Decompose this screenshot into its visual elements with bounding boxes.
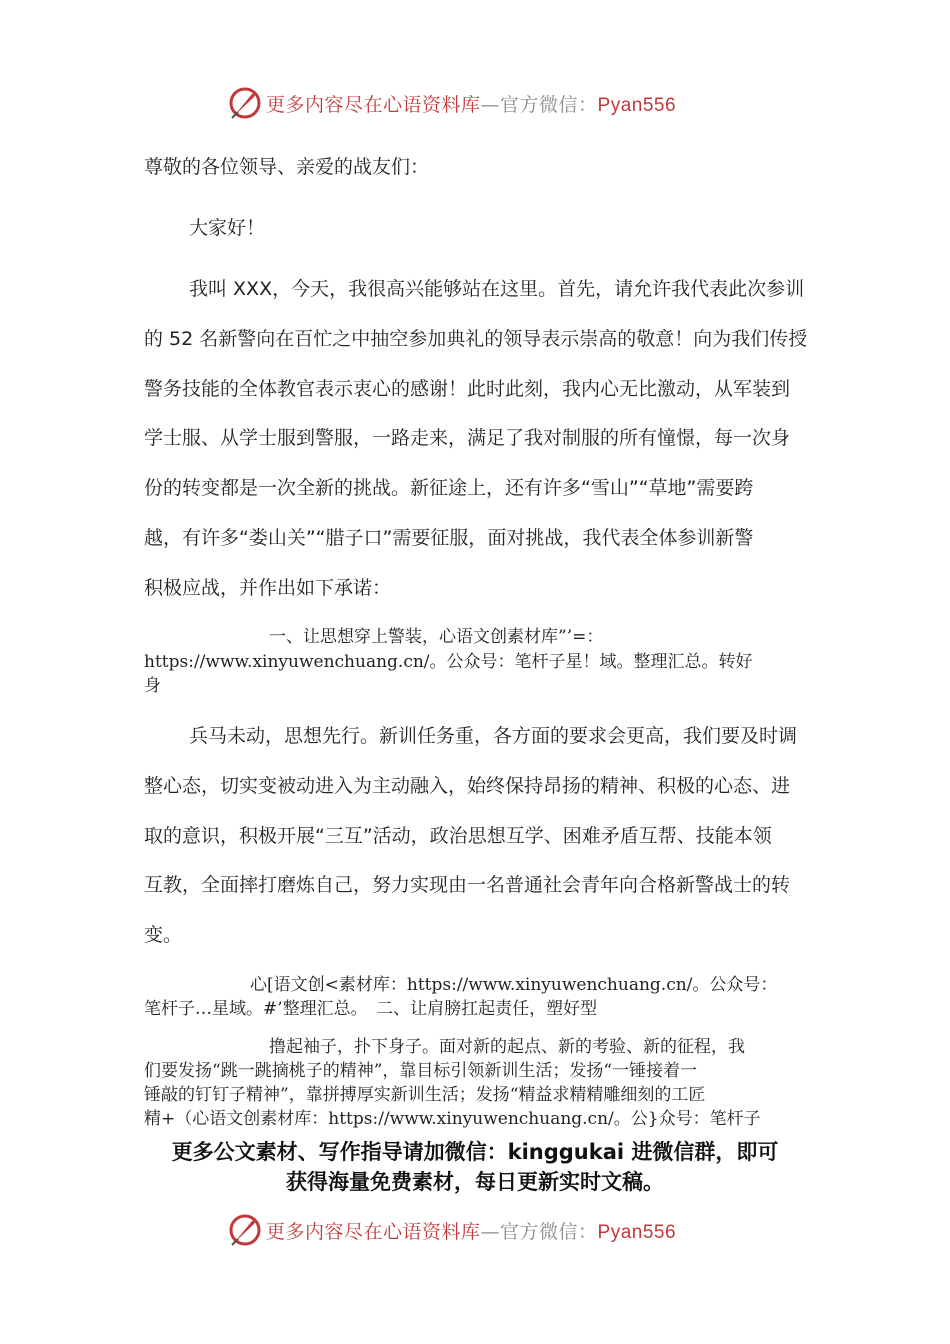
s1-line: 一、让思想穿上警装，心语文创素材库”’=：	[269, 627, 604, 647]
p1-line: 学士服、从学士服到警服，一路走来，满足了我对制服的所有憧憬，每一次身	[144, 427, 791, 449]
banner-prefix: 更多内容尽在心语资料库	[266, 94, 481, 116]
p2-line: 取的意识，积极开展“三互”活动，政治思想互学、困难矛盾互帮、技能本领	[144, 825, 772, 847]
p2-line: 互教，全面摔打磨炼自己，努力实现由一名普通社会青年向合格新警战士的转	[144, 874, 791, 896]
p1-line: 积极应战，并作出如下承诺：	[144, 577, 392, 599]
p3-line: 锤敲的钉钉子精神”，靠拼搏厚实新训生活；发扬“精益求精精雕细刻的工匠	[144, 1085, 706, 1105]
banner-prefix: 更多内容尽在心语资料库	[266, 1221, 481, 1243]
top-banner	[0, 84, 950, 124]
p2-line: 整心态，切实变被动进入为主动融入，始终保持昂扬的精神、积极的心态、进	[144, 775, 791, 797]
p3-line: 们要发扬“跳一跳摘桃子的精神”，靠目标引领新训生活；发扬“一锤接着一	[144, 1061, 698, 1081]
banner-text	[266, 1217, 676, 1244]
banner-wechat-id: Pyan556	[597, 95, 677, 116]
p1-line: 警务技能的全体教官表示衷心的感谢！此时此刻，我内心无比激动，从军装到	[144, 378, 791, 400]
promo-line-1: 更多公文素材、写作指导请加微信：kinggukai 进微信群，即可	[171, 1140, 779, 1164]
quill-logo-icon	[228, 1213, 262, 1247]
greeting: 大家好！	[189, 217, 266, 239]
banner-official: 官方微信：	[500, 1221, 598, 1243]
s1-line: 身	[144, 676, 161, 696]
p1-line: 的 52 名新警向在百忙之中抽空参加典礼的领导表示崇高的敬意！向为我们传授	[144, 328, 808, 350]
p2-line: 变。	[144, 924, 183, 946]
p3-line: 精+（心语文创素材库：https://www.xinyuwenchuang.cn/。公}众号：笔杆子	[144, 1109, 761, 1129]
bottom-banner	[0, 1211, 950, 1251]
banner-dash: —	[480, 94, 501, 116]
quill-logo-icon	[228, 86, 262, 120]
p1-line: 份的转变都是一次全新的挑战。新征途上，还有许多“雪山”“草地”需要跨	[144, 477, 754, 499]
promo-line-2: 获得海量免费素材，每日更新实时文稿。	[286, 1170, 664, 1194]
banner-dash: —	[480, 1221, 501, 1243]
banner-wechat-id: Pyan556	[597, 1222, 677, 1243]
p1-line: 我叫 XXX，今天，我很高兴能够站在这里。首先，请允许我代表此次参训	[189, 278, 805, 300]
banner-text	[266, 90, 676, 117]
p2-line: 兵马未动，思想先行。新训任务重，各方面的要求会更高，我们要及时调	[189, 725, 798, 747]
salutation: 尊敬的各位领导、亲爱的战友们：	[144, 156, 430, 178]
banner-official: 官方微信：	[500, 94, 598, 116]
s1-line: https://www.xinyuwenchuang.cn/。公众号：笔杆子星！域。整理汇总。转好	[144, 652, 753, 672]
s2-line: 心[语文创<素材库：https://www.xinyuwenchuang.cn/。公众号：	[250, 975, 778, 995]
p3-line: 撸起袖子，扑下身子。面对新的起点、新的考验、新的征程，我	[269, 1037, 745, 1057]
s2-line: 笔杆子…星域。#’整理汇总。 二、让肩膀扛起责任，塑好型	[144, 999, 598, 1019]
p1-line: 越，有许多“娄山关”“腊子口”需要征服，面对挑战，我代表全体参训新警	[144, 527, 754, 549]
